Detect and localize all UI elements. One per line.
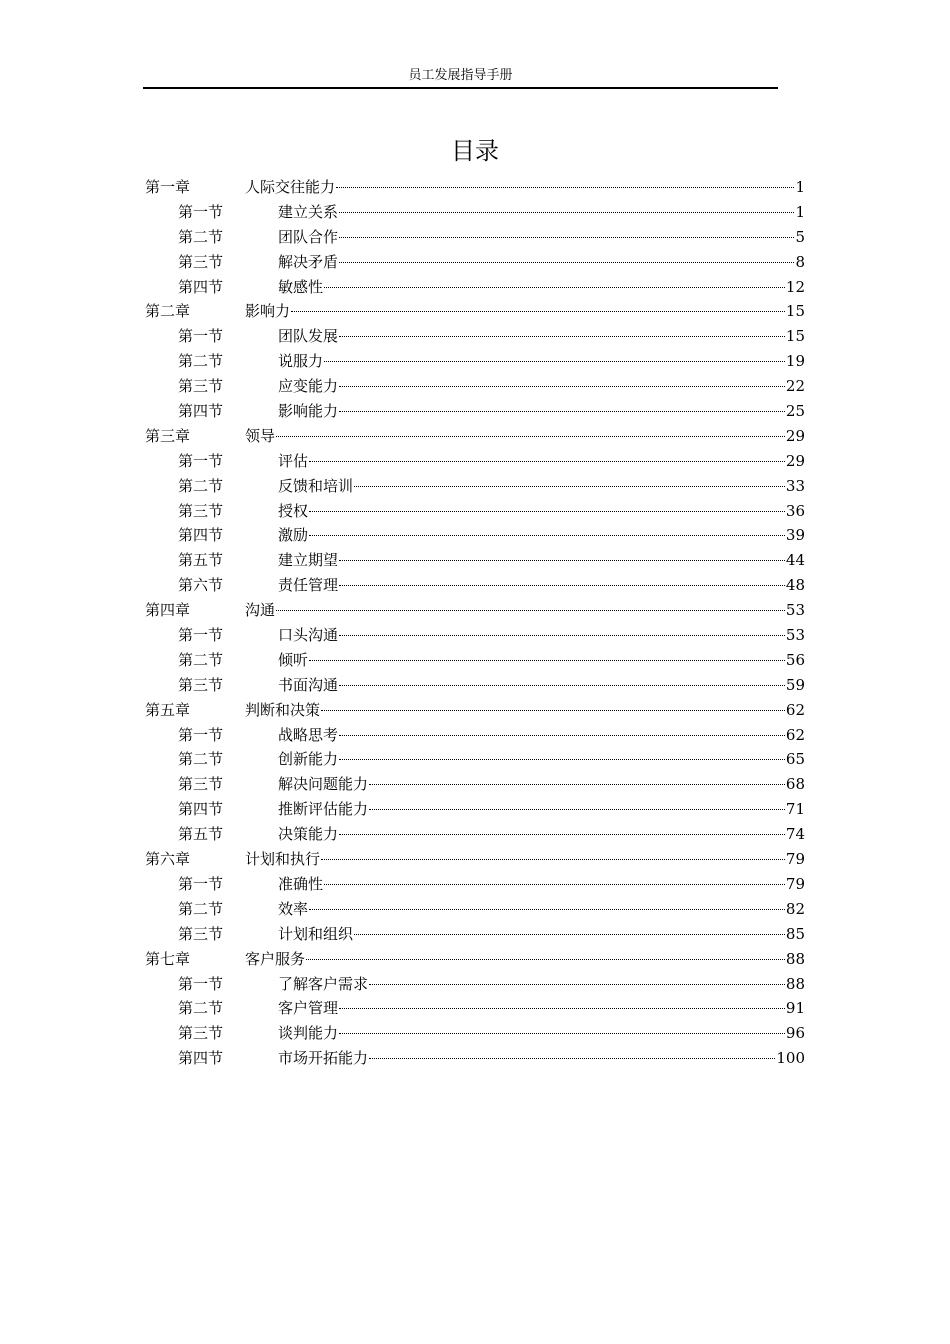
toc-entry-line xyxy=(278,922,805,947)
toc-entry-title: 团队发展 xyxy=(278,327,339,346)
toc-dot-leader xyxy=(369,1058,775,1059)
toc-entry-line xyxy=(278,1046,805,1071)
toc-entry-line xyxy=(278,474,805,499)
toc-entry-number: 第六节 xyxy=(178,576,224,595)
toc-dot-leader xyxy=(324,884,785,885)
toc-entry-page: 33 xyxy=(785,476,805,495)
toc-entry-line xyxy=(278,822,805,847)
toc-entry-line xyxy=(278,250,805,275)
toc-entry-page: 59 xyxy=(785,675,805,694)
toc-entry-number: 第一节 xyxy=(178,202,224,221)
toc-entry-title: 判断和决策 xyxy=(245,700,321,719)
toc-dot-leader xyxy=(339,560,785,561)
toc-entry-title: 了解客户需求 xyxy=(278,974,369,993)
toc-entry-page: 29 xyxy=(785,451,805,470)
toc-dot-leader xyxy=(276,436,785,437)
toc-chapter-entry[interactable] xyxy=(145,424,805,449)
toc-entry-title: 谈判能力 xyxy=(278,1024,339,1043)
toc-entry-line xyxy=(278,200,805,225)
toc-entry-page: 8 xyxy=(795,252,805,271)
toc-entry-number: 第二节 xyxy=(178,999,224,1018)
toc-entry-line xyxy=(278,972,805,997)
toc-section-entry[interactable] xyxy=(145,972,805,997)
toc-entry-page: 12 xyxy=(785,277,805,296)
toc-dot-leader xyxy=(309,535,785,536)
page-header xyxy=(143,67,778,89)
toc-dot-leader xyxy=(369,809,785,810)
toc-entry-title: 影响能力 xyxy=(278,402,339,421)
toc-entry-number: 第一章 xyxy=(145,178,191,196)
toc-entry-title: 评估 xyxy=(278,451,309,470)
toc-entry-line xyxy=(245,698,805,723)
toc-entry-number: 第三节 xyxy=(178,1024,224,1043)
toc-entry-page: 100 xyxy=(776,1049,805,1068)
toc-entry-page: 44 xyxy=(785,551,805,570)
toc-entry-line xyxy=(245,598,805,623)
toc-entry-page: 79 xyxy=(785,874,805,893)
toc-section-entry[interactable] xyxy=(145,349,805,374)
toc-dot-leader xyxy=(339,585,785,586)
toc-entry-number: 第四节 xyxy=(178,1049,224,1068)
toc-section-entry[interactable] xyxy=(145,1021,805,1046)
toc-section-entry[interactable] xyxy=(145,822,805,847)
toc-dot-leader xyxy=(339,336,785,337)
toc-dot-leader xyxy=(339,635,785,636)
toc-chapter-entry[interactable] xyxy=(145,175,805,200)
toc-entry-line xyxy=(278,872,805,897)
toc-entry-number: 第一节 xyxy=(178,451,224,470)
toc-entry-page: 62 xyxy=(785,700,805,719)
toc-entry-title: 推断评估能力 xyxy=(278,800,369,819)
toc-entry-page: 53 xyxy=(785,626,805,645)
toc-section-entry[interactable] xyxy=(145,797,805,822)
toc-entry-page: 29 xyxy=(785,426,805,445)
toc-section-entry[interactable] xyxy=(145,225,805,250)
toc-dot-leader xyxy=(324,287,785,288)
toc-entry-title: 创新能力 xyxy=(278,750,339,769)
toc-section-entry[interactable] xyxy=(145,499,805,524)
toc-chapter-entry[interactable] xyxy=(145,847,805,872)
toc-entry-page: 88 xyxy=(785,974,805,993)
toc-dot-leader xyxy=(336,187,794,188)
toc-entry-number: 第一节 xyxy=(178,626,224,645)
toc-entry-line xyxy=(278,573,805,598)
toc-entry-line xyxy=(278,1021,805,1046)
toc-dot-leader xyxy=(339,1008,785,1009)
toc-entry-title: 领导 xyxy=(245,426,276,445)
toc-entry-title: 责任管理 xyxy=(278,576,339,595)
toc-entry-number: 第五章 xyxy=(145,700,191,719)
toc-entry-number: 第三节 xyxy=(178,924,224,943)
toc-dot-leader xyxy=(339,411,785,412)
toc-entry-title: 市场开拓能力 xyxy=(278,1049,369,1068)
toc-dot-leader xyxy=(339,735,785,736)
toc-entry-line xyxy=(278,399,805,424)
toc-entry-title: 客户服务 xyxy=(245,949,306,968)
toc-entry-page: 71 xyxy=(785,800,805,819)
toc-entry-page: 15 xyxy=(785,327,805,346)
toc-entry-line xyxy=(245,847,805,872)
toc-dot-leader xyxy=(339,759,785,760)
toc-entry-line xyxy=(278,523,805,548)
toc-entry-page: 22 xyxy=(785,377,805,396)
toc-entry-number: 第四节 xyxy=(178,526,224,545)
toc-entry-number: 第二节 xyxy=(178,899,224,918)
toc-entry-number: 第四节 xyxy=(178,277,224,296)
toc-entry-page: 91 xyxy=(785,999,805,1018)
toc-entry-number: 第五节 xyxy=(178,551,224,570)
toc-entry-title: 沟通 xyxy=(245,601,276,620)
toc-entry-line xyxy=(278,275,805,300)
toc-entry-number: 第二节 xyxy=(178,476,224,495)
toc-entry-page: 62 xyxy=(785,725,805,744)
toc-entry-page: 88 xyxy=(785,949,805,968)
toc-dot-leader xyxy=(339,237,794,238)
toc-section-entry[interactable] xyxy=(145,250,805,275)
toc-dot-leader xyxy=(321,859,785,860)
toc-entry-page: 85 xyxy=(785,924,805,943)
toc-entry-number: 第六章 xyxy=(145,850,191,869)
toc-entry-page: 39 xyxy=(785,526,805,545)
toc-entry-title: 解决问题能力 xyxy=(278,775,369,794)
toc-entry-title: 敏感性 xyxy=(278,277,324,296)
toc-entry-title: 书面沟通 xyxy=(278,675,339,694)
toc-entry-page: 48 xyxy=(785,576,805,595)
toc-entry-line xyxy=(278,225,805,250)
toc-entry-page: 53 xyxy=(785,601,805,620)
toc-section-entry[interactable] xyxy=(145,523,805,548)
toc-chapter-entry[interactable] xyxy=(145,598,805,623)
toc-chapter-entry[interactable] xyxy=(145,947,805,972)
toc-section-entry[interactable] xyxy=(145,996,805,1021)
toc-section-entry[interactable] xyxy=(145,399,805,424)
toc-dot-leader xyxy=(306,959,785,960)
toc-entry-page: 68 xyxy=(785,775,805,794)
toc-entry-title: 口头沟通 xyxy=(278,626,339,645)
toc-entry-line xyxy=(278,324,805,349)
toc-entry-page: 1 xyxy=(795,178,805,196)
toc-entry-page: 74 xyxy=(785,825,805,844)
toc-entry-title: 激励 xyxy=(278,526,309,545)
toc-entry-line xyxy=(245,299,805,324)
toc-entry-number: 第四节 xyxy=(178,402,224,421)
toc-entry-number: 第一节 xyxy=(178,327,224,346)
toc-entry-line xyxy=(278,747,805,772)
toc-entry-line xyxy=(245,424,805,449)
toc-entry-line xyxy=(278,723,805,748)
toc-dot-leader xyxy=(309,511,785,512)
toc-dot-leader xyxy=(309,909,785,910)
toc-entry-title: 解决矛盾 xyxy=(278,252,339,271)
toc-dot-leader xyxy=(321,710,785,711)
toc-entry-number: 第三节 xyxy=(178,377,224,396)
toc-section-entry[interactable] xyxy=(145,897,805,922)
toc-entry-number: 第二章 xyxy=(145,302,191,321)
toc-entry-page: 5 xyxy=(795,227,805,246)
toc-entry-line xyxy=(278,772,805,797)
toc-entry-line xyxy=(278,996,805,1021)
toc-entry-title: 人际交往能力 xyxy=(245,178,336,196)
toc-entry-line xyxy=(245,947,805,972)
toc-entry-number: 第四章 xyxy=(145,601,191,620)
toc-entry-line xyxy=(245,175,805,200)
toc-dot-leader xyxy=(324,361,785,362)
toc-entry-number: 第三节 xyxy=(178,775,224,794)
toc-dot-leader xyxy=(339,386,785,387)
toc-section-entry[interactable] xyxy=(145,200,805,225)
toc-section-entry[interactable] xyxy=(145,673,805,698)
toc-entry-title: 反馈和培训 xyxy=(278,476,354,495)
toc-dot-leader xyxy=(309,461,785,462)
toc-title: 目录 xyxy=(451,137,499,165)
toc-entry-title: 计划和执行 xyxy=(245,850,321,869)
toc-entry-page: 36 xyxy=(785,501,805,520)
toc-entry-title: 应变能力 xyxy=(278,377,339,396)
toc-entry-number: 第一节 xyxy=(178,725,224,744)
toc-section-entry[interactable] xyxy=(145,648,805,673)
toc-entry-number: 第三节 xyxy=(178,675,224,694)
toc-entry-number: 第一节 xyxy=(178,974,224,993)
toc-entry-line xyxy=(278,673,805,698)
toc-entry-title: 建立期望 xyxy=(278,551,339,570)
toc-dot-leader xyxy=(354,934,785,935)
toc-dot-leader xyxy=(276,610,785,611)
toc-entry-number: 第二节 xyxy=(178,750,224,769)
toc-entry-title: 决策能力 xyxy=(278,825,339,844)
toc-entry-line xyxy=(278,548,805,573)
toc-section-entry[interactable] xyxy=(145,747,805,772)
toc-entry-title: 影响力 xyxy=(245,302,291,321)
toc-entry-line xyxy=(278,349,805,374)
toc-dot-leader xyxy=(339,262,794,263)
toc-section-entry[interactable] xyxy=(145,324,805,349)
toc-dot-leader xyxy=(339,685,785,686)
toc-entry-number: 第四节 xyxy=(178,800,224,819)
toc-entry-line xyxy=(278,374,805,399)
toc-section-entry[interactable] xyxy=(145,275,805,300)
toc-entry-title: 建立关系 xyxy=(278,202,339,221)
toc-entry-page: 25 xyxy=(785,402,805,421)
toc-dot-leader xyxy=(309,660,785,661)
toc-section-entry[interactable] xyxy=(145,922,805,947)
toc-section-entry[interactable] xyxy=(145,772,805,797)
toc-dot-leader xyxy=(291,311,785,312)
toc-entry-title: 计划和组织 xyxy=(278,924,354,943)
toc-section-entry[interactable] xyxy=(145,374,805,399)
toc-section-entry[interactable] xyxy=(145,548,805,573)
toc-entry-line xyxy=(278,648,805,673)
toc-entry-page: 15 xyxy=(785,302,805,321)
toc-entry-page: 82 xyxy=(785,899,805,918)
toc-dot-leader xyxy=(354,486,785,487)
toc-section-entry[interactable] xyxy=(145,872,805,897)
header-title: 员工发展指导手册 xyxy=(408,68,513,83)
toc-entry-line xyxy=(278,449,805,474)
toc-entry-line xyxy=(278,797,805,822)
toc-entry-line xyxy=(278,499,805,524)
toc-entry-line xyxy=(278,623,805,648)
toc-entry-title: 授权 xyxy=(278,501,309,520)
toc-dot-leader xyxy=(369,984,785,985)
toc-dot-leader xyxy=(369,784,785,785)
toc-entry-number: 第三节 xyxy=(178,501,224,520)
toc-entry-page: 96 xyxy=(785,1024,805,1043)
toc-entry-number: 第二节 xyxy=(178,352,224,371)
toc-entry-number: 第三节 xyxy=(178,252,224,271)
toc-entry-page: 79 xyxy=(785,850,805,869)
toc-entry-title: 战略思考 xyxy=(278,725,339,744)
toc-entry-number: 第七章 xyxy=(145,949,191,968)
toc-section-entry[interactable] xyxy=(145,474,805,499)
toc-dot-leader xyxy=(339,834,785,835)
toc-chapter-entry[interactable] xyxy=(145,698,805,723)
toc-entry-line xyxy=(278,897,805,922)
toc-entry-number: 第二节 xyxy=(178,227,224,246)
toc-entry-number: 第一节 xyxy=(178,874,224,893)
toc-section-entry[interactable] xyxy=(145,723,805,748)
toc-entry-title: 说服力 xyxy=(278,352,324,371)
toc-section-entry[interactable] xyxy=(145,1046,805,1071)
toc-section-entry[interactable] xyxy=(145,573,805,598)
toc-entry-title: 客户管理 xyxy=(278,999,339,1018)
toc-entry-title: 倾听 xyxy=(278,650,309,669)
toc-entry-number: 第五节 xyxy=(178,825,224,844)
toc-entry-page: 19 xyxy=(785,352,805,371)
toc-chapter-entry[interactable] xyxy=(145,299,805,324)
toc-entry-title: 团队合作 xyxy=(278,227,339,246)
table-of-contents xyxy=(145,175,805,1071)
toc-section-entry[interactable] xyxy=(145,623,805,648)
toc-entry-page: 56 xyxy=(785,650,805,669)
toc-section-entry[interactable] xyxy=(145,449,805,474)
toc-dot-leader xyxy=(339,212,794,213)
toc-entry-page: 65 xyxy=(785,750,805,769)
toc-entry-title: 效率 xyxy=(278,899,309,918)
toc-entry-number: 第二节 xyxy=(178,650,224,669)
toc-entry-number: 第三章 xyxy=(145,426,191,445)
toc-entry-page: 1 xyxy=(795,202,805,221)
toc-entry-title: 准确性 xyxy=(278,874,324,893)
toc-dot-leader xyxy=(339,1033,785,1034)
